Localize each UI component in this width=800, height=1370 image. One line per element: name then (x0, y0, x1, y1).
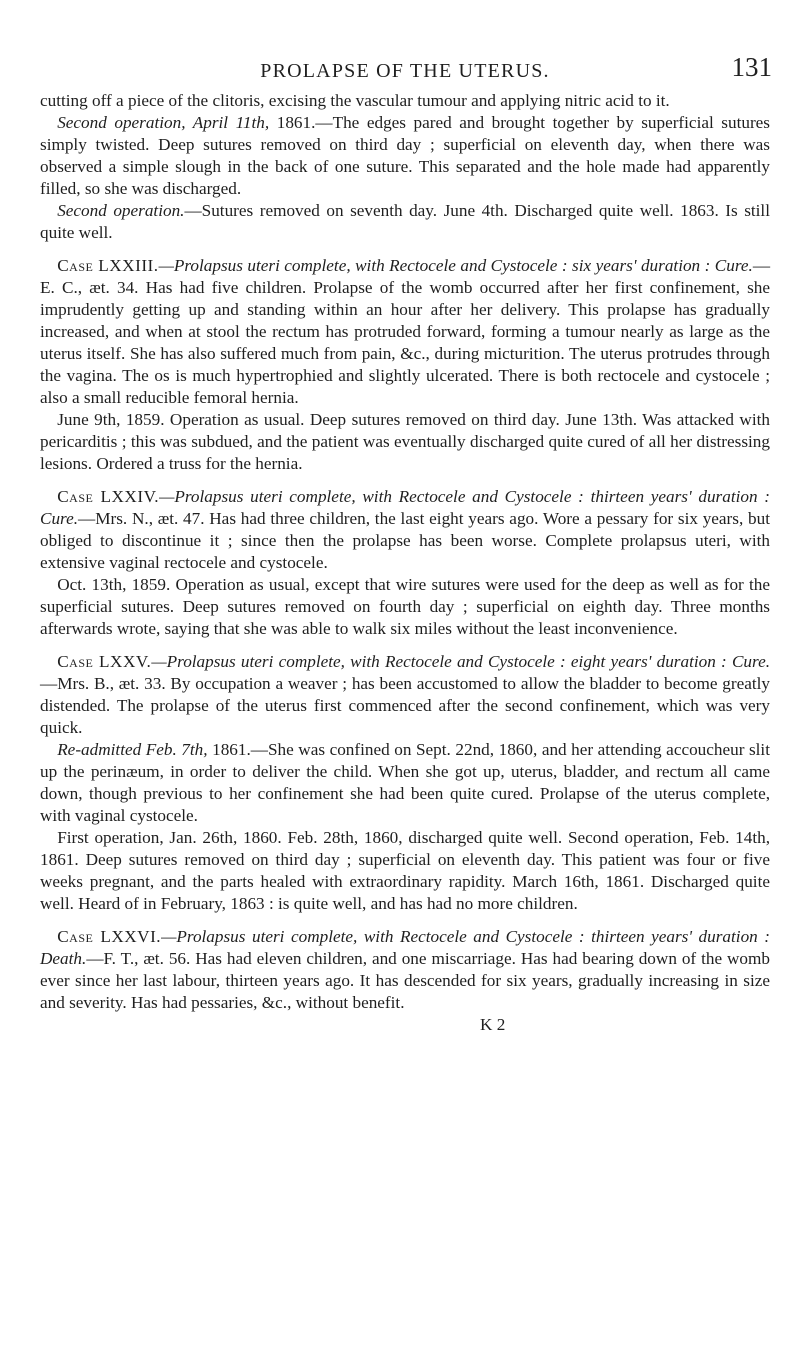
case-title: —Prolapsus uteri complete, with Rectocele and Cystocele : thirteen years' duration : Death. (40, 927, 770, 968)
case-body: —Mrs. N., æt. 47. Has had three children, the last eight years ago. Wore a pessary for six years, but obliged to discontinue it ; since then the prolapse has been worse. Complete prolapsus uteri, with extensive vaginal rectocele and cystocele. (40, 509, 770, 572)
case-label: Case LXXIII. (57, 256, 159, 275)
paragraph-text: —Sutures removed on seventh day. June 4th. Discharged quite well. 1863. Is still quite well. (40, 201, 770, 242)
paragraph-lead: Re-admitted Feb. 7th, (57, 740, 208, 759)
case-label: Case LXXVI. (57, 927, 162, 946)
paragraph-second-operation (40, 200, 770, 244)
signature-mark: K 2 (480, 1015, 506, 1034)
case-lxxv (40, 651, 770, 739)
case-lxxiv (40, 486, 770, 574)
case-title: —Prolapsus uteri complete, with Rectocele and Cystocele : eight years' duration : Cure. (151, 652, 770, 671)
case-lxxv-operations (40, 827, 770, 915)
paragraph-lead: Second operation. (57, 201, 185, 220)
case-body: —E. C., æt. 34. Has had five children. Prolapse of the womb occurred after her first confinement, she imprudently getting up and standing within an hour after her delivery. This prolapse has gradually increased, and when at stool the rectum has protruded forward, forming a tumour nearly as large as the uterus itself. She has also suffered much from pain, &c., during micturition. The uterus protrudes through the vagina. The os is much hypertrophied and slightly ulcerated. There is both rectocele and cystocele ; also a small reducible femoral hernia. (40, 256, 771, 407)
paragraph-continuation (40, 90, 770, 112)
paragraph-text: June 9th, 1859. Operation as usual. Deep sutures removed on third day. June 13th. Was attacked with pericarditis ; this was subdued, and the patient was eventually discharged quite cured of all her distressing lesions. Ordered a truss for the hernia. (40, 410, 770, 473)
paragraph-text: First operation, Jan. 26th, 1860. Feb. 28th, 1860, discharged quite well. Second operation, Feb. 14th, 1861. Deep sutures removed on third day ; superficial on eleventh day. This patient was four or five weeks pregnant, and the parts healed with extraordinary rapidity. March 16th, 1861. Discharged quite well. Heard of in February, 1863 : is quite well, and has had no more children. (40, 828, 770, 913)
case-lxxiii-followup (40, 409, 770, 475)
case-lxxiii (40, 255, 770, 409)
book-page (40, 52, 770, 1036)
case-label: Case LXXV. (57, 652, 152, 671)
paragraph-text: cutting off a piece of the clitoris, excising the vascular tumour and applying nitric acid to it. (40, 91, 670, 110)
case-title: —Prolapsus uteri complete, with Rectocele and Cystocele : thirteen years' duration : Cure. (40, 487, 770, 528)
running-title: PROLAPSE OF THE UTERUS. (260, 60, 550, 82)
case-title: —Prolapsus uteri complete, with Rectocele and Cystocele : six years' duration : Cure. (158, 256, 753, 275)
case-lxxiv-followup (40, 574, 770, 640)
page-number: 131 (731, 52, 772, 82)
paragraph-text: 1861.—The edges pared and brought together by superficial sutures simply twisted. Deep sutures removed on third day ; superficial on eleventh day, when there was observed a simple slough in the back of one suture. This separated and the hole made had apparently filled, so she was discharged. (40, 113, 770, 198)
case-body: —Mrs. B., æt. 33. By occupation a weaver ; has been accustomed to allow the bladder to become greatly distended. The prolapse of the uterus first commenced after the second confinement, which was very quick. (40, 674, 770, 737)
paragraph-second-operation-april (40, 112, 770, 200)
case-label: Case LXXIV. (57, 487, 160, 506)
page-header (40, 52, 770, 90)
paragraph-text: Oct. 13th, 1859. Operation as usual, except that wire sutures were used for the deep as well as for the superficial sutures. Deep sutures removed on fourth day ; superficial on eighth day. Three months afterwards wrote, saying that she was able to walk six miles without the least inconvenience. (40, 575, 770, 638)
paragraph-text: 1861.—She was confined on Sept. 22nd, 1860, and her attending accoucheur slit up the perinæum, in order to deliver the child. When she got up, uterus, bladder, and rectum all came down, though previous to her confinement she had been quite cured. Prolapse of the uterus complete, with vaginal cystocele. (40, 740, 770, 825)
paragraph-lead: Second operation, April 11th, (57, 113, 270, 132)
case-body: —F. T., æt. 56. Has had eleven children, and one miscarriage. Has had bearing down of the womb ever since her last labour, thirteen years ago. It has descended for six years, gradually increasing in size and severity. Has had pessaries, &c., without benefit. (40, 949, 770, 1012)
case-lxxvi (40, 926, 770, 1014)
case-lxxv-readmission (40, 739, 770, 827)
